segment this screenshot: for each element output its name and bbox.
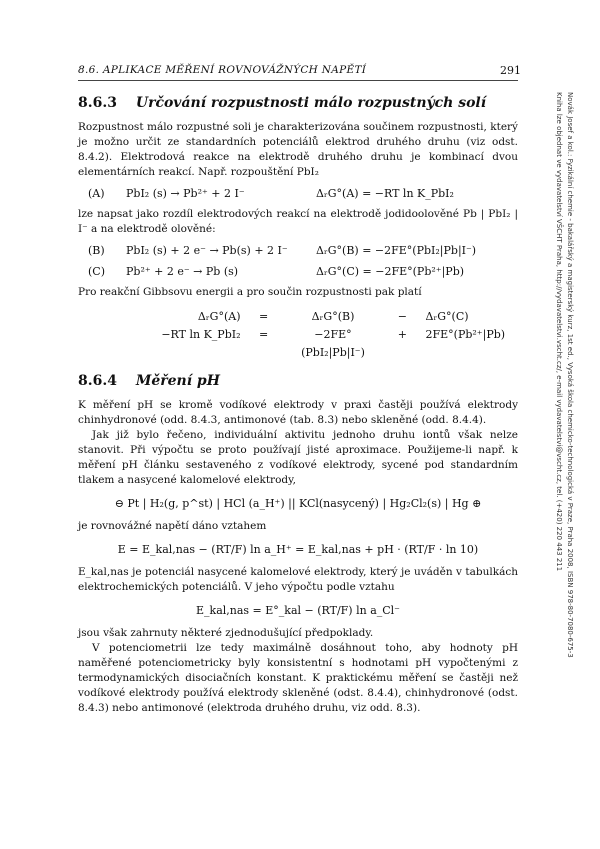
reaction-b — [78, 243, 518, 258]
table-cell: = — [259, 310, 269, 323]
paragraph: lze napsat jako rozdíl elektrodových reakcí na elektrodě jodidoolověné Pb | PbI₂ | I⁻ a na elektrodě olověné: — [78, 208, 518, 235]
table-cell: ΔᵣG°(C) — [425, 310, 469, 323]
paragraph: Rozpustnost málo rozpustné soli je charakterizována součinem rozpustnosti, který je možno určit ze standardních potenciálů elektrod druhého druhu (viz odst. 8.4.2). Elektrodová reakce na elektrodě druhého druhu je kombinací dvou elementárních reakcí. Např. rozpouštění PbI₂ — [78, 121, 518, 178]
section-number: 8.6.4 — [78, 373, 117, 389]
reaction-label: (A) — [88, 187, 105, 200]
equation-voltage: E = E_kal,nas − (RT/F) ln a_H⁺ = E_kal,nas + pH · (RT/F · ln 10) — [117, 543, 479, 556]
page-number: 291 — [500, 64, 521, 77]
side-copyright-note — [553, 92, 575, 782]
paragraph: Jak již bylo řečeno, individuální aktivitu jednoho druhu iontů však nelze stanovit. Při výpočtu se proto používají jisté aproximace. Použijeme-li např. k měření pH článku sestaveného z vodíkové elektrody, sycené pod standardním tlakem a nasycené kalomelové elektrody, — [78, 429, 518, 486]
reaction-a — [78, 186, 518, 201]
header-rule — [78, 80, 518, 81]
table-cell: + — [397, 328, 407, 341]
gibbs-expression: ΔᵣG°(C) = −2FE°(Pb²⁺|Pb) — [316, 265, 465, 278]
table-cell: ΔᵣG°(A) — [197, 310, 241, 323]
cell-scheme: ⊖ Pt | H₂(g, p^st) | HCl (a_H⁺) || KCl(nasycený) | Hg₂Cl₂(s) | Hg ⊕ — [114, 497, 482, 510]
reaction-c — [78, 264, 518, 279]
section-heading-863 — [78, 96, 518, 111]
table-cell: = — [259, 328, 269, 341]
table-cell: ΔᵣG°(B) — [311, 310, 355, 323]
reaction-label: (C) — [88, 265, 105, 278]
table-cell: −2FE°(PbI₂|Pb|I⁻) — [301, 328, 365, 359]
paragraph: jsou však zahrnuty některé zjednodušující předpoklady. — [78, 627, 374, 639]
reaction-equation: PbI₂ (s) → Pb²⁺ + 2 I⁻ — [126, 187, 245, 200]
paragraph: E_kal,nas je potenciál nasycené kalomelové elektrody, který je uváděn v tabulkách elektrochemických potenciálů. V jeho výpočtu podle vztahu — [78, 566, 518, 593]
table-cell: −RT ln K_PbI₂ — [161, 328, 241, 341]
gibbs-relation-table — [148, 308, 518, 362]
side-note-line-2: Kniha lze objednat ve vydavatelství VŠCHT Praha, http://vydavatelstvi.vscht.cz/, e-mail vydavatelstvi@vscht.cz, tel. (+420) 220 443 211 — [555, 92, 563, 572]
side-note-line-1: Novák Josef a kol.: Fyzikální chemie - bakalářský a magisterský kurz, 1st ed., Vysoká škola chemicko-technologická v Praze, Praha 2008, ISBN 978-80-7080-675-3 — [566, 92, 574, 658]
equation-calomel-potential: E_kal,nas = E°_kal − (RT/F) ln a_Cl⁻ — [196, 604, 400, 617]
reaction-equation: Pb²⁺ + 2 e⁻ → Pb (s) — [126, 265, 239, 278]
paragraph: Pro reakční Gibbsovu energii a pro součin rozpustnosti pak platí — [78, 286, 422, 298]
table-row — [148, 308, 518, 326]
section-number: 8.6.3 — [78, 95, 117, 111]
running-header: 8.6. APLIKACE MĚŘENÍ ROVNOVÁŽNÝCH NAPĚTÍ — [78, 64, 367, 76]
table-cell: − — [397, 310, 407, 323]
page-body — [78, 96, 518, 716]
reaction-label: (B) — [88, 244, 105, 257]
reaction-equation: PbI₂ (s) + 2 e⁻ → Pb(s) + 2 I⁻ — [126, 244, 288, 257]
section-heading-864 — [78, 374, 518, 389]
paragraph: je rovnovážné napětí dáno vztahem — [78, 520, 267, 532]
section-title: Měření pH — [135, 373, 220, 389]
gibbs-expression: ΔᵣG°(B) = −2FE°(PbI₂|Pb|I⁻) — [316, 244, 477, 257]
table-row — [148, 326, 518, 362]
paragraph: V potenciometrii lze tedy maximálně dosáhnout toho, aby hodnoty pH naměřené potenciometricky byly konsistentní s hodnotami pH vypočtenými z termodynamických disociačních konstant. K praktickému měření se častěji než vodíkové elektrody používá elektrody skleněné (odst. 8.4.4), chinhydronové (odst. 8.4.3) nebo antimonové (elektroda druhého druhu, viz odd. 8.3). — [78, 642, 518, 714]
gibbs-expression: ΔᵣG°(A) = −RT ln K_PbI₂ — [316, 187, 454, 200]
paragraph: K měření pH se kromě vodíkové elektrody v praxi častěji používá elektrody chinhydronové (odd. 8.4.3, antimonové (tab. 8.3) nebo skleněné (odd. 8.4.4). — [78, 399, 518, 426]
section-title: Určování rozpustnosti málo rozpustných solí — [135, 95, 487, 111]
table-cell: 2FE°(Pb²⁺|Pb) — [425, 328, 506, 341]
